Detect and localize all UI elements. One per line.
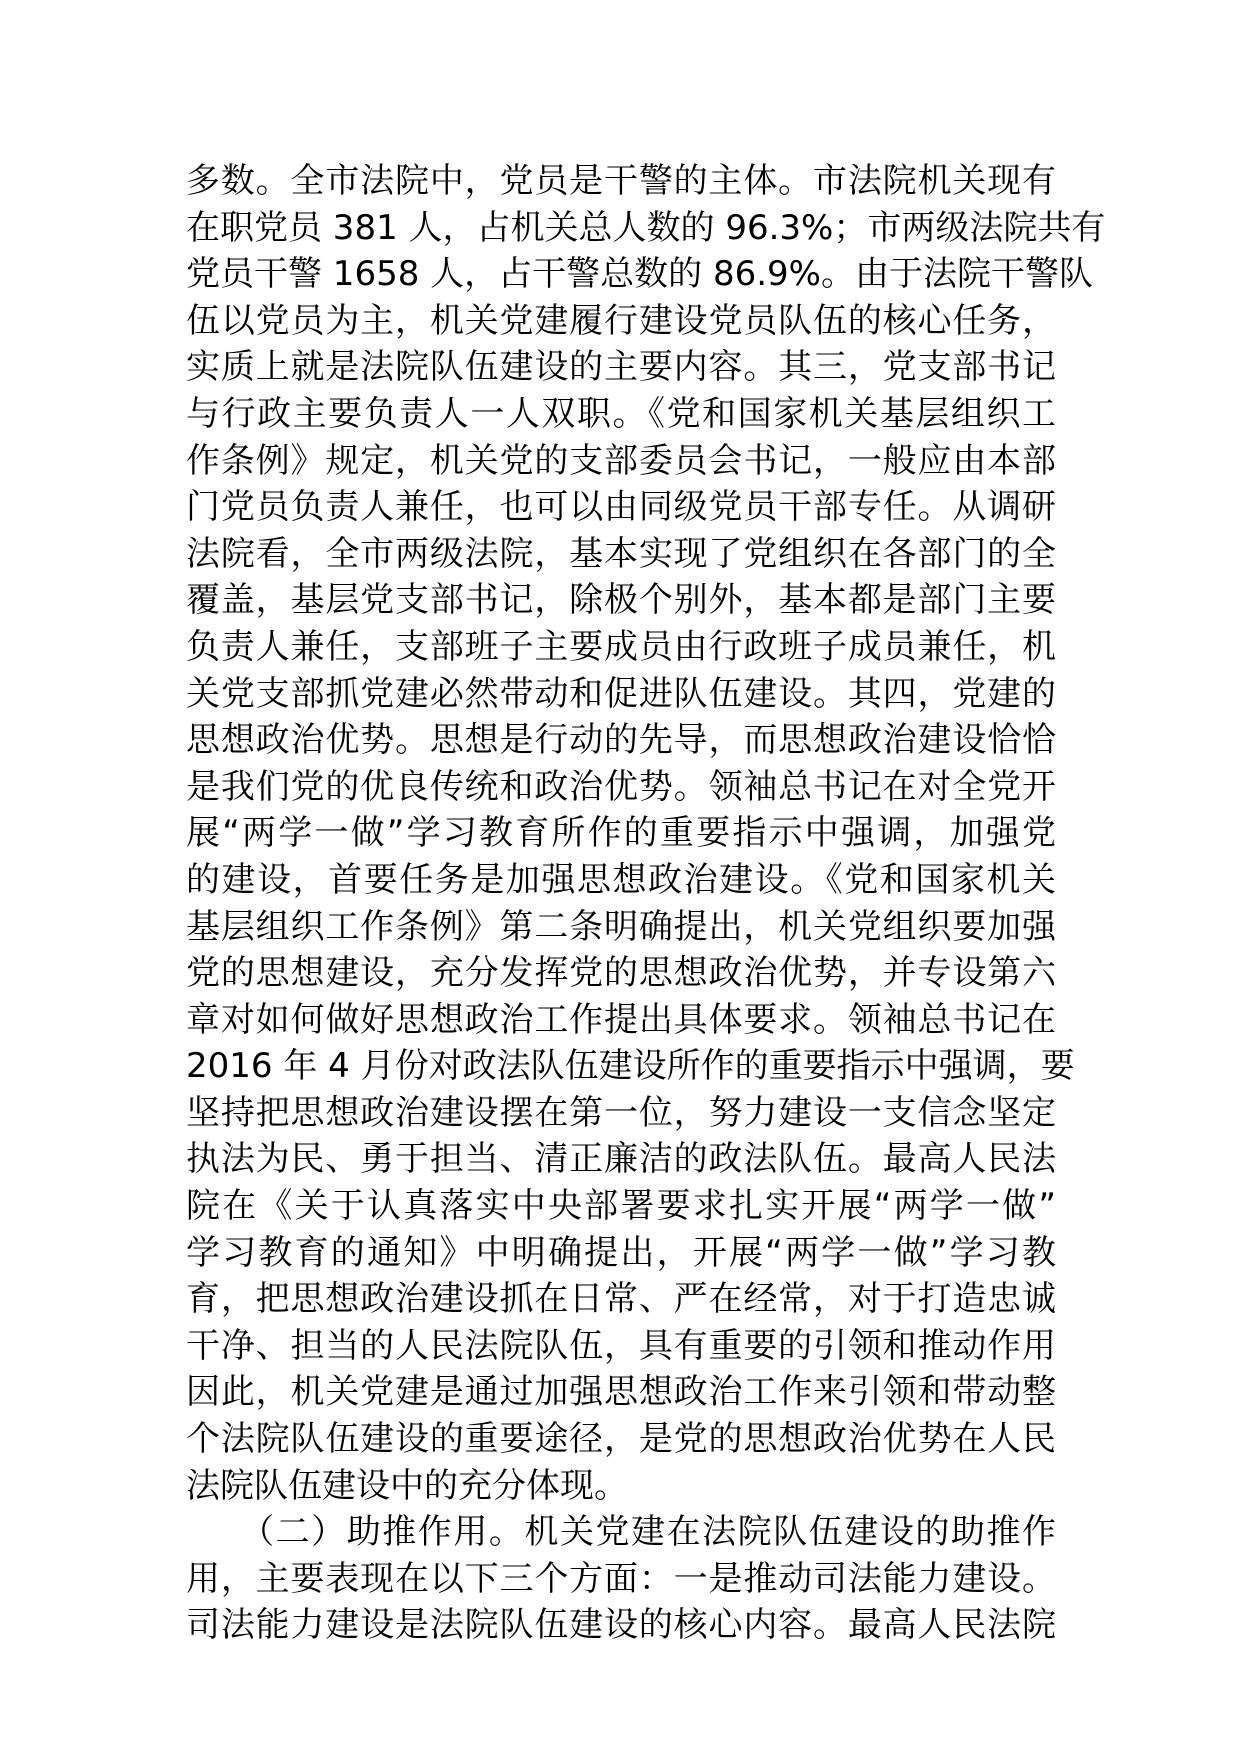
text-line: 的建设，首要任务是加强思想政治建设。《党和国家机关 [186,859,1056,900]
text-line: 覆盖，基层党支部书记，除极个别外，基本都是部门主要 [186,580,1056,621]
text-line: 用，主要表现在以下三个方面：一是推动司法能力建设。 [186,1558,1056,1599]
text-line: 学习教育的通知》中明确提出，开展“两学一做”学习教 [186,1232,1056,1273]
text-line: 干净、担当的人民法院队伍，具有重要的引领和推动作用 [186,1325,1056,1366]
text-line: 党员干警 1658 人，占干警总数的 86.9%。由于法院干警队 [186,254,1093,295]
text-line: 院在《关于认真落实中央部署要求扎实开展“两学一做” [186,1186,1056,1227]
text-line: 实质上就是法院队伍建设的主要内容。其三，党支部书记 [186,347,1056,388]
text-line: （二）助推作用。机关党建在法院队伍建设的助推作 [186,1512,1056,1553]
text-line: 司法能力建设是法院队伍建设的核心内容。最高人民法院 [186,1605,1056,1646]
text-line: 党的思想建设，充分发挥党的思想政治优势，并专设第六 [186,953,1056,994]
text-line: 因此，机关党建是通过加强思想政治工作来引领和带动整 [186,1372,1056,1413]
text-line: 思想政治优势。思想是行动的先导，而思想政治建设恰恰 [186,720,1056,761]
text-line: 个法院队伍建设的重要途径，是党的思想政治优势在人民 [186,1419,1056,1460]
text-line: 2016 年 4 月份对政法队伍建设所作的重要指示中强调，要 [186,1046,1075,1087]
text-line: 负责人兼任，支部班子主要成员由行政班子成员兼任，机 [186,626,1056,667]
text-line: 章对如何做好思想政治工作提出具体要求。领袖总书记在 [186,999,1056,1040]
text-line: 法院看，全市两级法院，基本实现了党组织在各部门的全 [186,533,1056,574]
text-line: 在职党员 381 人，占机关总人数的 96.3%；市两级法院共有 [186,207,1106,248]
text-line: 坚持把思想政治建设摆在第一位，努力建设一支信念坚定 [186,1092,1056,1133]
text-line: 关党支部抓党建必然带动和促进队伍建设。其四，党建的 [186,673,1056,714]
text-line: 门党员负责人兼任，也可以由同级党员干部专任。从调研 [186,487,1056,528]
text-line: 与行政主要负责人一人双职。《党和国家机关基层组织工 [186,393,1056,434]
body-text [186,158,1106,1649]
text-line: 伍以党员为主，机关党建履行建设党员队伍的核心任务， [186,300,1056,341]
text-line: 展“两学一做”学习教育所作的重要指示中强调，加强党 [186,813,1056,854]
text-line: 育，把思想政治建设抓在日常、严在经常，对于打造忠诚 [186,1279,1056,1320]
text-line: 作条例》规定，机关党的支部委员会书记，一般应由本部 [186,440,1056,481]
text-line: 多数。全市法院中，党员是干警的主体。市法院机关现有 [186,161,1056,201]
text-line: 法院队伍建设中的充分体现。 [186,1465,628,1506]
text-line: 执法为民、勇于担当、清正廉洁的政法队伍。最高人民法 [186,1139,1056,1180]
text-line: 基层组织工作条例》第二条明确提出，机关党组织要加强 [186,906,1056,947]
text-line: 是我们党的优良传统和政治优势。领袖总书记在对全党开 [186,766,1056,807]
